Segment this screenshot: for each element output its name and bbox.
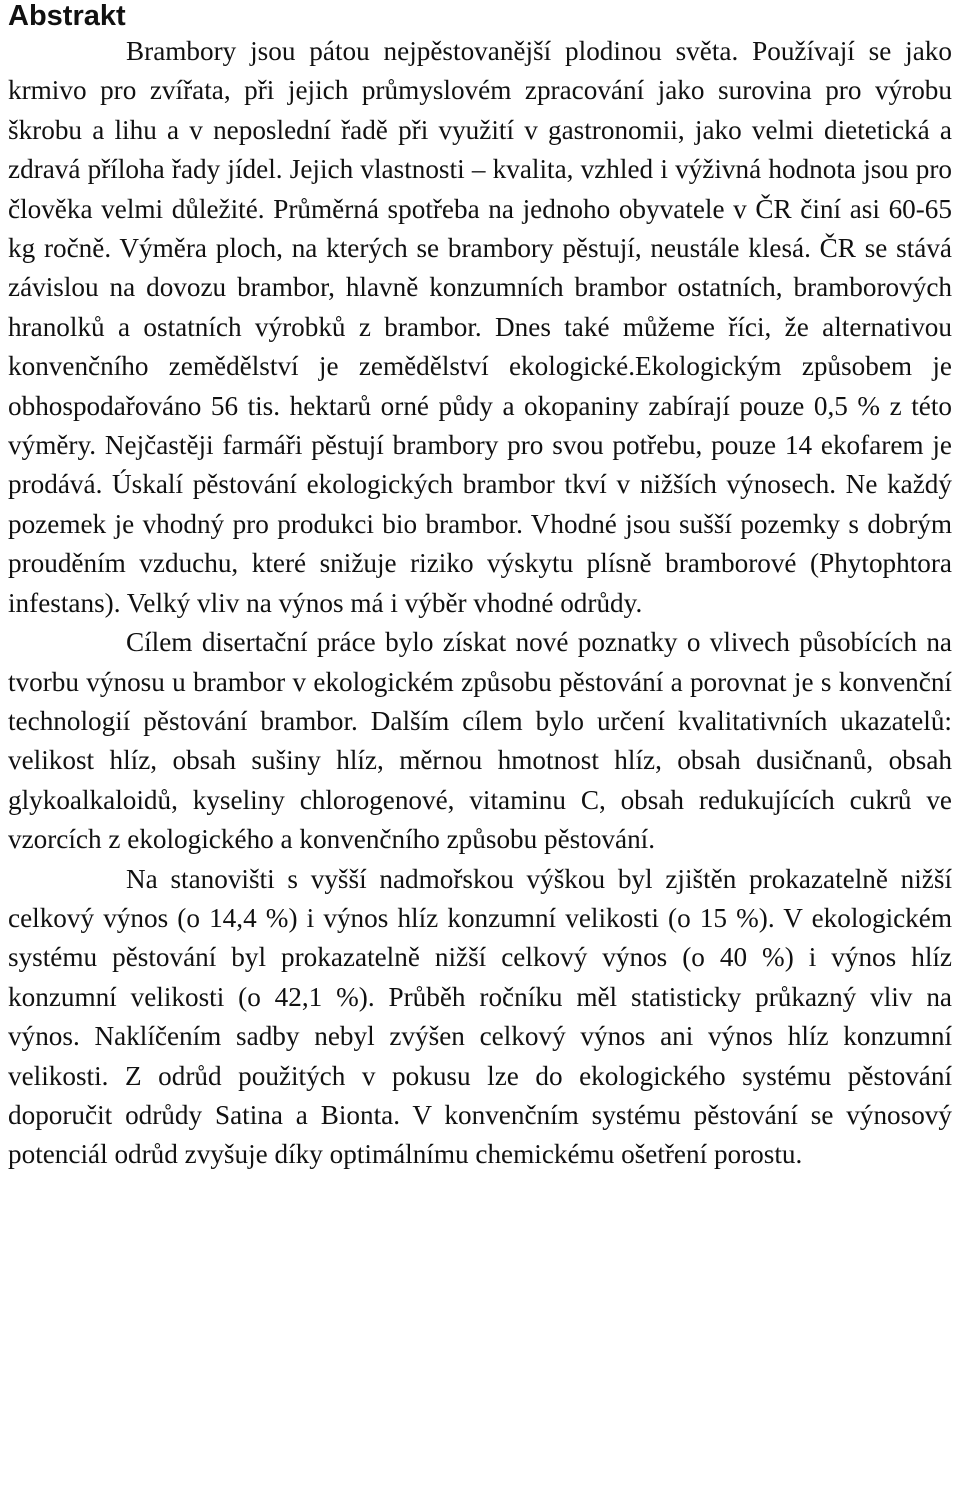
paragraph-aim: Cílem disertační práce bylo získat nové poznatky o vlivech působících na tvorbu výnosu u brambor v ekologickém způsobu pěstování a porovnat je s konvenční technologií pěstování brambor. Dalším cílem bylo určení kvalitativních ukazatelů: velikost hlíz, obsah sušiny hlíz, měrnou hmotnost hlíz, obsah dusičnanů, obsah glykoalkaloidů, kyseliny chlorogenové, vitaminu C, obsah redukujících cukrů ve vzorcích z ekologického a konvenčního způsobu pěstování. [8,627,952,855]
document-page [8,0,952,1175]
paragraph-intro: Brambory jsou pátou nejpěstovanější plodinou světa. Používají se jako krmivo pro zvířata, při jejich průmyslovém zpracování jako surovina pro výrobu škrobu a lihu a v neposlední řadě při využití v gastronomii, jako velmi dietetická a zdravá příloha řady jídel. Jejich vlastnosti – kvalita, vzhled i výživná hodnota jsou pro člověka velmi důležité. Průměrná spotřeba na jednoho obyvatele v ČR činí asi 60-65 kg ročně. Výměra ploch, na kterých se brambory pěstují, neustále klesá. ČR se stává závislou na dovozu brambor, hlavně konzumních brambor ostatních, bramborových hranolků a ostatních výrobků z brambor. Dnes také můžeme říci, že alternativou konvenčního zemědělství je zemědělství ekologické.Ekologickým způsobem je obhospodařováno 56 tis. hektarů orné půdy a okopaniny zabírají pouze 0,5 % z této výměry. Nejčastěji farmáři pěstují brambory pro svou potřebu, pouze 14 ekofarem je prodává. Úskalí pěstování ekologických brambor tkví v nižších výnosech. Ne každý pozemek je vhodný pro produkci bio brambor. Vhodné jsou sušší pozemky s dobrým prouděním vzduchu, které snižuje riziko výskytu plísně bramborové (Phytophtora infestans). Velký vliv na výnos má i výběr vhodné odrůdy. [8,36,952,618]
abstract-heading: Abstrakt [8,0,126,32]
paragraph-results: Na stanovišti s vyšší nadmořskou výškou byl zjištěn prokazatelně nižší celkový výnos (o 14,4 %) i výnos hlíz konzumní velikosti (o 15 %). V ekologickém systému pěstování byl prokazatelně nižší celkový výnos (o 40 %) i výnos hlíz konzumní velikosti (o 42,1 %). Průběh ročníku měl statisticky průkazný vliv na výnos. Naklíčením sadby nebyl zvýšen celkový výnos ani výnos hlíz konzumní velikosti. Z odrůd použitých v pokusu lze do ekologického systému pěstování doporučit odrůdy Satina a Bionta. V konvenčním systému pěstování se výnosový potenciál odrůd zvyšuje díky optimálnímu chemickému ošetření porostu. [8,863,952,1170]
